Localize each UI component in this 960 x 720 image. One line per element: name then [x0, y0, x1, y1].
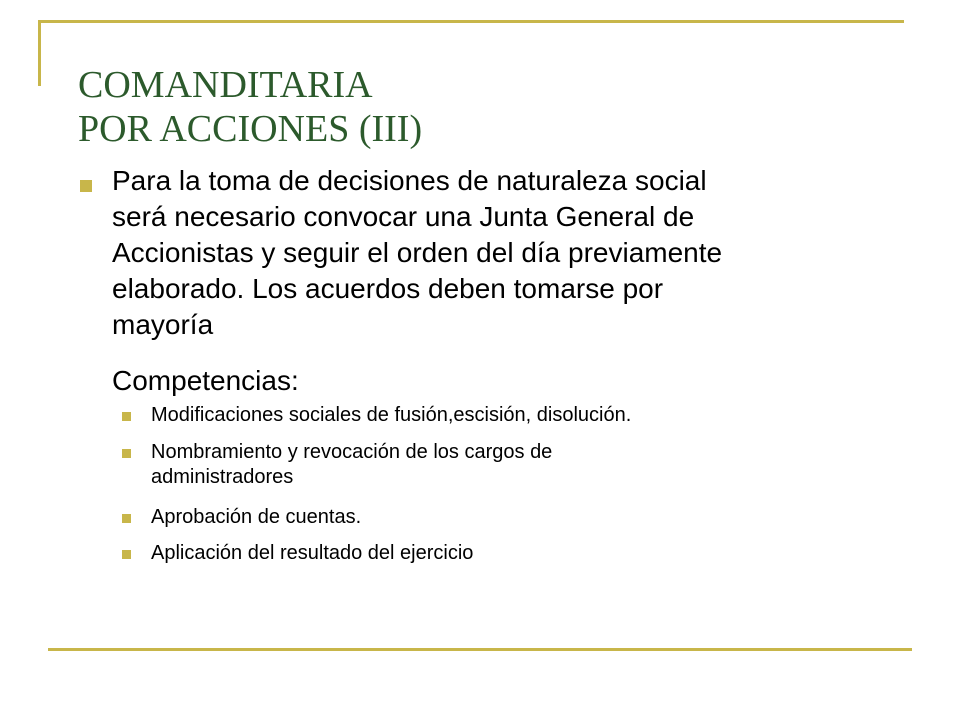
top-left-vertical-rule [38, 20, 41, 86]
paragraph-line: elaborado. Los acuerdos deben tomarse por [112, 273, 664, 304]
paragraph-line: Accionistas y seguir el orden del día previamente [112, 237, 723, 268]
square-bullet-icon [80, 180, 92, 192]
slide-title-line-2: POR ACCIONES (III) [78, 108, 423, 150]
small-square-bullet-icon [122, 514, 131, 523]
slide-title-line-1: COMANDITARIA [78, 64, 373, 106]
slide-title [78, 63, 422, 151]
competencias-heading: Competencias: [112, 365, 299, 396]
competencia-item-text: Aplicación del resultado del ejercicio [151, 542, 474, 564]
top-horizontal-rule [40, 20, 904, 23]
competencia-item-text: Nombramiento y revocación de los cargos de [151, 441, 553, 463]
bottom-horizontal-rule [48, 648, 912, 651]
small-square-bullet-icon [122, 449, 131, 458]
paragraph-line: será necesario convocar una Junta General de [112, 201, 695, 232]
small-square-bullet-icon [122, 550, 131, 559]
paragraph-line: mayoría [112, 309, 214, 340]
paragraph-line: Para la toma de decisiones de naturaleza social [112, 165, 707, 196]
competencia-item [151, 541, 473, 566]
competencia-item-text: administradores [151, 466, 294, 488]
main-paragraph [112, 163, 872, 343]
competencia-item-text: Aprobación de cuentas. [151, 506, 362, 528]
competencia-item [151, 403, 631, 428]
competencia-item-text: Modificaciones sociales de fusión,escisión, disolución. [151, 404, 632, 426]
competencia-item [151, 440, 552, 490]
small-square-bullet-icon [122, 412, 131, 421]
competencia-item [151, 505, 361, 530]
